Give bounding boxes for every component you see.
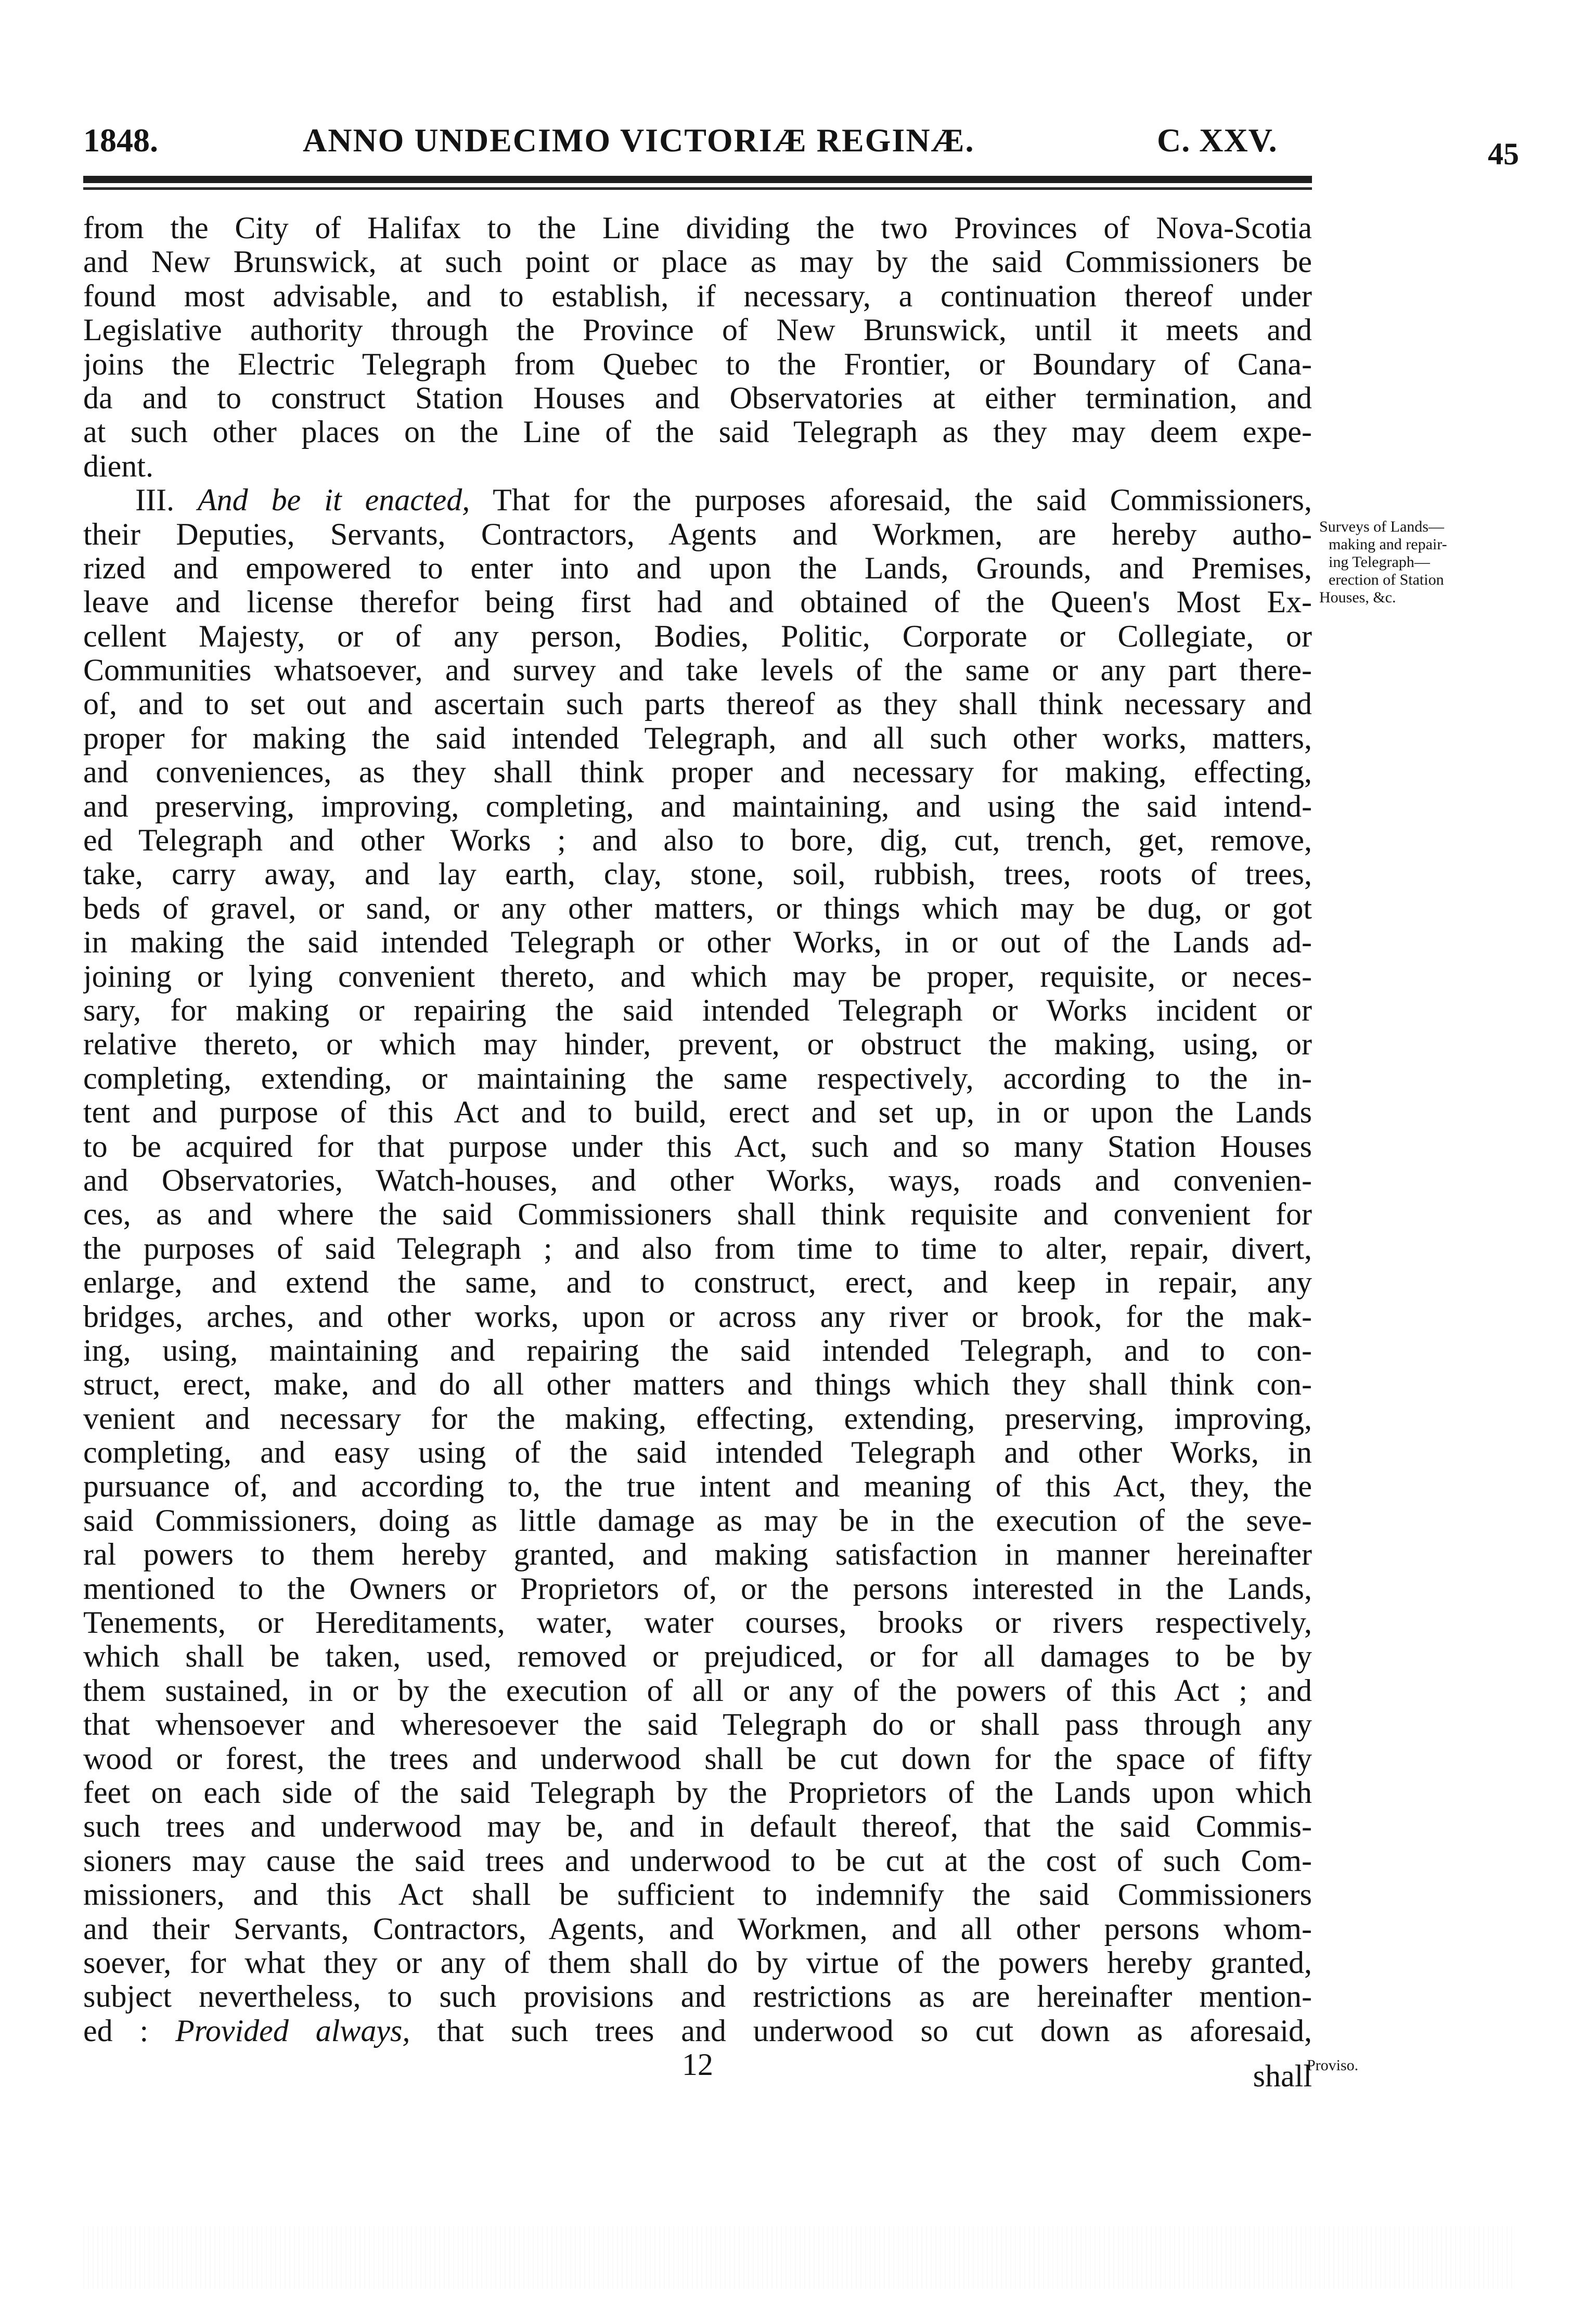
header-rule-thick [83, 176, 1312, 183]
header-title: ANNO UNDECIMO VICTORIÆ REGINÆ. [303, 122, 975, 159]
body-line: Communities whatsoever, and survey and take levels of the same or any part there- [83, 653, 1312, 688]
margin-note-line: erection of Station [1329, 571, 1444, 588]
body-line: completing, extending, or maintaining the same respectively, according to the in- [83, 1061, 1312, 1095]
body-line: proper for making the said intended Telegraph, and all such other works, matters, [83, 721, 1312, 755]
body-line: take, carry away, and lay earth, clay, stone, soil, rubbish, trees, roots of trees, [83, 857, 1312, 892]
body-line: Legislative authority through the Province of New Brunswick, until it meets and [83, 313, 1312, 347]
body-line: venient and necessary for the making, effecting, extending, preserving, improving, [83, 1401, 1312, 1436]
body-line: which shall be taken, used, removed or prejudiced, or for all damages to be by [83, 1640, 1312, 1674]
page-number: 45 [1488, 137, 1519, 171]
catchword: shall [1253, 2059, 1312, 2093]
proviso-line-text: that such trees and underwood so cut down as aforesaid, [437, 2014, 1312, 2048]
header-rule-thin [83, 187, 1312, 190]
body-line: beds of gravel, or sand, or any other matters, or things which may be dug, or got [83, 891, 1312, 925]
body-line: missioners, and this Act shall be sufficient to indemnify the said Commissioners [83, 1878, 1312, 1912]
margin-note-line: Surveys of Lands— [1319, 518, 1444, 535]
body-line: feet on each side of the said Telegraph by the Proprietors of the Lands upon which [83, 1775, 1312, 1810]
body-line: their Deputies, Servants, Contractors, Agents and Workmen, are hereby autho- [83, 517, 1312, 551]
body-line: completing, and easy using of the said intended Telegraph and other Works, in [83, 1436, 1312, 1470]
body-line: rized and empowered to enter into and upon the Lands, Grounds, and Premises, [83, 551, 1312, 585]
body-line: joins the Electric Telegraph from Quebec to the Frontier, or Boundary of Cana- [83, 347, 1312, 381]
header-year: 1848. [83, 122, 158, 159]
margin-note-proviso: Proviso. [1307, 2057, 1359, 2074]
body-line: and conveniences, as they shall think proper and necessary for making, effecting, [83, 755, 1312, 790]
body-line: them sustained, in or by the execution of all or any of the powers of this Act ; and [83, 1673, 1312, 1708]
body-line: dient. [83, 449, 153, 483]
body-line: and preserving, improving, completing, and maintaining, and using the said intend- [83, 789, 1312, 823]
proviso-line-start: ed : [83, 2014, 149, 2048]
margin-note-surveys [1319, 518, 1447, 607]
body-line: to be acquired for that purpose under this Act, such and so many Station Houses [83, 1129, 1312, 1164]
body-line: and Observatories, Watch-houses, and other Works, ways, roads and convenien- [83, 1163, 1312, 1197]
body-line: ces, as and where the said Commissioners shall think requisite and convenient for [83, 1197, 1312, 1232]
body-line: ral powers to them hereby granted, and making satisfaction in manner hereinafter [83, 1538, 1312, 1572]
section-3-opening-line [83, 483, 1312, 517]
body-line: enlarge, and extend the same, and to construct, erect, and keep in repair, any [83, 1266, 1312, 1300]
body-line: relative thereto, or which may hinder, prevent, or obstruct the making, using, or [83, 1027, 1312, 1062]
margin-note-line: Houses, &c. [1319, 589, 1396, 606]
body-line: and their Servants, Contractors, Agents, and Workmen, and all other persons whom- [83, 1912, 1312, 1946]
body-line: sioners may cause the said trees and underwood to be cut at the cost of such Com- [83, 1843, 1312, 1878]
body-line: sary, for making or repairing the said intended Telegraph or Works incident or [83, 993, 1312, 1027]
body-line: bridges, arches, and other works, upon or across any river or brook, for the mak- [83, 1299, 1312, 1334]
body-line: the purposes of said Telegraph ; and also from time to time to alter, repair, divert, [83, 1231, 1312, 1266]
body-line: leave and license therefor being first had and obtained of the Queen's Most Ex- [83, 585, 1312, 620]
section-3-opening-text: That for the purposes aforesaid, the said Commissioners, [493, 483, 1312, 518]
body-line: soever, for what they or any of them shall do by virtue of the powers hereby granted, [83, 1945, 1312, 1980]
body-line: tent and purpose of this Act and to build, erect and set up, in or upon the Lands [83, 1095, 1312, 1130]
body-line: of, and to set out and ascertain such parts thereof as they shall think necessary and [83, 687, 1312, 721]
scan-texture [83, 2226, 1514, 2289]
body-line: ing, using, maintaining and repairing the said intended Telegraph, and to con- [83, 1333, 1312, 1368]
body-line: said Commissioners, doing as little damage as may be in the execution of the seve- [83, 1503, 1312, 1538]
body-line: ed Telegraph and other Works ; and also to bore, dig, cut, trench, get, remove, [83, 823, 1312, 858]
body-text [83, 211, 1312, 2082]
margin-note-line: making and repair- [1329, 536, 1447, 553]
body-line: found most advisable, and to establish, if necessary, a continuation thereof under [83, 279, 1312, 313]
body-line: that whensoever and wheresoever the said Telegraph do or shall pass through any [83, 1708, 1312, 1742]
enacting-phrase: And be it enacted, [197, 483, 470, 518]
body-line: cellent Majesty, or of any person, Bodies, Politic, Corporate or Collegiate, or [83, 619, 1312, 653]
header-chapter: C. XXV. [1157, 122, 1278, 159]
body-line: pursuance of, and according to, the true intent and meaning of this Act, they, the [83, 1469, 1312, 1504]
body-line: joining or lying convenient thereto, and which may be proper, requisite, or neces- [83, 959, 1312, 994]
body-line: Tenements, or Hereditaments, water, water courses, brooks or rivers respectively, [83, 1606, 1312, 1640]
margin-note-line: ing Telegraph— [1329, 553, 1430, 571]
proviso-line [83, 2014, 1312, 2048]
body-line: from the City of Halifax to the Line dividing the two Provinces of Nova-Scotia [83, 211, 1312, 245]
signature-mark: 12 [682, 2048, 713, 2082]
section-number: III. [135, 483, 174, 518]
body-line: wood or forest, the trees and underwood shall be cut down for the space of fifty [83, 1742, 1312, 1776]
body-line: da and to construct Station Houses and Observatories at either termination, and [83, 381, 1312, 415]
body-line: such trees and underwood may be, and in default thereof, that the said Commis- [83, 1810, 1312, 1844]
body-line: and New Brunswick, at such point or place as may by the said Commissioners be [83, 245, 1312, 279]
body-line: mentioned to the Owners or Proprietors of, or the persons interested in the Lands, [83, 1571, 1312, 1606]
body-line: subject nevertheless, to such provisions and restrictions as are hereinafter mention- [83, 1980, 1312, 2014]
body-line: at such other places on the Line of the said Telegraph as they may deem expe- [83, 415, 1312, 449]
proviso-phrase: Provided always, [175, 2014, 410, 2048]
body-line: in making the said intended Telegraph or other Works, in or out of the Lands ad- [83, 925, 1312, 960]
body-line: struct, erect, make, and do all other matters and things which they shall think con- [83, 1368, 1312, 1402]
